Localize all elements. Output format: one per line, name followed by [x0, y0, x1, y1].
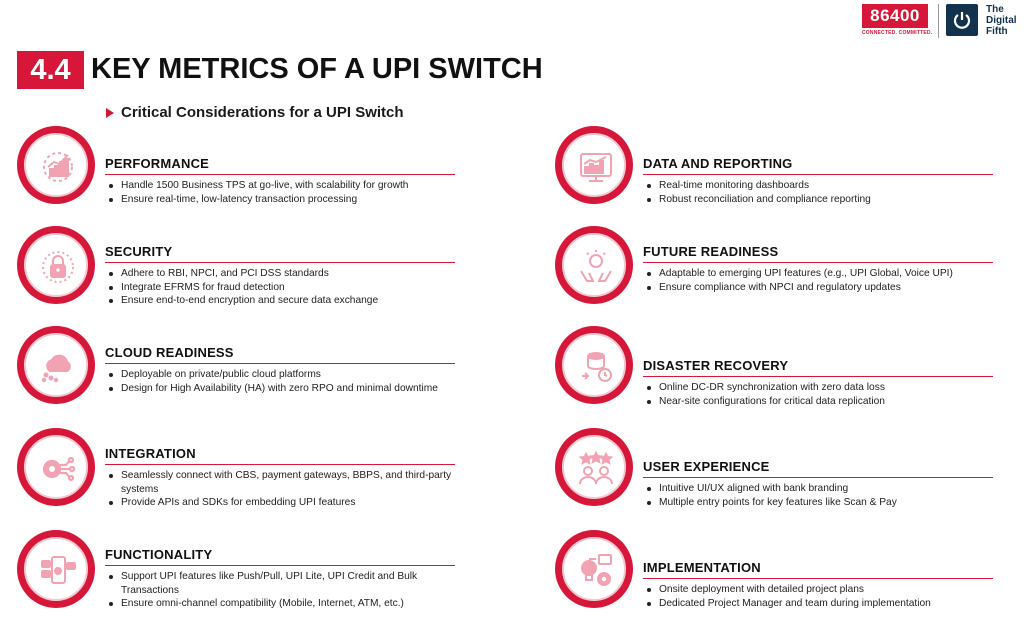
- metric-bullet: Support UPI features like Push/Pull, UPI Lite, UPI Credit and Bulk Transactions: [105, 570, 455, 597]
- gear-network-icon: [24, 435, 88, 499]
- metric-body: [643, 459, 993, 509]
- metric-title: SECURITY: [105, 244, 455, 263]
- metric-body: [105, 156, 455, 206]
- metric-bullet: Dedicated Project Manager and team during implementation: [643, 597, 993, 611]
- database-recovery-icon: [562, 333, 626, 397]
- metric-bullet: Deployable on private/public cloud platforms: [105, 368, 455, 382]
- metric-bullet: Design for High Availability (HA) with zero RPO and minimal downtime: [105, 382, 455, 396]
- hands-bulb-icon: [562, 233, 626, 297]
- metric-bullet: Robust reconciliation and compliance reporting: [643, 193, 993, 207]
- subheading-text: Critical Considerations for a UPI Switch: [121, 104, 404, 121]
- metric-icon-ring: [17, 226, 95, 304]
- metric-icon-ring: [555, 428, 633, 506]
- metric-bullet-list: [643, 267, 993, 294]
- metric-bullet: Ensure omni-channel compatibility (Mobile, Internet, ATM, etc.): [105, 597, 455, 611]
- metric-bullet: Ensure compliance with NPCI and regulatory updates: [643, 281, 993, 295]
- metric-icon-ring: [17, 530, 95, 608]
- metric-body: [105, 446, 455, 510]
- metric-bullet-list: [643, 381, 993, 408]
- brand-logo-digital-fifth: [946, 4, 1020, 36]
- dashboard-monitor-icon: [562, 133, 626, 197]
- metric-bullet: Real-time monitoring dashboards: [643, 179, 993, 193]
- metric-title: USER EXPERIENCE: [643, 459, 993, 478]
- metric-body: [105, 244, 455, 308]
- metric-bullet-list: [643, 482, 993, 509]
- metric-body: [643, 560, 993, 610]
- logo-86400-tagline: CONNECTED. COMMITTED.: [862, 30, 933, 36]
- triangle-bullet-icon: [106, 108, 114, 118]
- metric-icon-ring: [555, 530, 633, 608]
- power-icon: [946, 4, 978, 36]
- metric-title: IMPLEMENTATION: [643, 560, 993, 579]
- metric-bullet: Handle 1500 Business TPS at go-live, with scalability for growth: [105, 179, 455, 193]
- section-number-badge: 4.4: [17, 51, 84, 89]
- subheading: [106, 104, 404, 121]
- metric-bullet-list: [643, 583, 993, 610]
- metric-body: [105, 547, 455, 611]
- metric-body: [643, 244, 993, 294]
- metric-body: [105, 345, 455, 395]
- lock-icon: [24, 233, 88, 297]
- metric-bullet: Ensure real-time, low-latency transaction processing: [105, 193, 455, 207]
- logo-fifth-line1: The: [986, 4, 1004, 15]
- metric-bullet-list: [105, 570, 455, 611]
- metric-title: PERFORMANCE: [105, 156, 455, 175]
- metric-bullet-list: [105, 267, 455, 308]
- brand-logo-86400: [862, 4, 933, 36]
- metric-bullet: Adhere to RBI, NPCI, and PCI DSS standards: [105, 267, 455, 281]
- metric-icon-ring: [17, 428, 95, 506]
- metric-title: CLOUD READINESS: [105, 345, 455, 364]
- metric-bullet: Integrate EFRMS for fraud detection: [105, 281, 455, 295]
- metric-title: DATA AND REPORTING: [643, 156, 993, 175]
- logo-divider: [938, 4, 939, 38]
- growth-chart-icon: [24, 133, 88, 197]
- metric-bullet: Adaptable to emerging UPI features (e.g., UPI Global, Voice UPI): [643, 267, 993, 281]
- logo-86400-wordmark: 86400: [862, 4, 928, 28]
- metric-body: [643, 156, 993, 206]
- metric-bullet: Onsite deployment with detailed project plans: [643, 583, 993, 597]
- metric-body: [643, 358, 993, 408]
- metric-bullet-list: [105, 368, 455, 395]
- page-title: KEY METRICS OF A UPI SWITCH: [91, 53, 543, 85]
- metric-bullet-list: [643, 179, 993, 206]
- metric-bullet: Online DC-DR synchronization with zero data loss: [643, 381, 993, 395]
- cloud-icon: [24, 333, 88, 397]
- metric-title: INTEGRATION: [105, 446, 455, 465]
- metric-icon-ring: [555, 326, 633, 404]
- metric-bullet: Near-site configurations for critical data replication: [643, 395, 993, 409]
- bulb-gears-icon: [562, 537, 626, 601]
- metric-icon-ring: [555, 226, 633, 304]
- metric-bullet: Ensure end-to-end encryption and secure data exchange: [105, 294, 455, 308]
- metric-icon-ring: [555, 126, 633, 204]
- metric-bullet: Seamlessly connect with CBS, payment gateways, BBPS, and third-party systems: [105, 469, 455, 496]
- mobile-app-icon: [24, 537, 88, 601]
- metric-bullet-list: [105, 179, 455, 206]
- metric-icon-ring: [17, 326, 95, 404]
- logo-fifth-line3: Fifth: [986, 26, 1008, 37]
- logo-fifth-line2: Digital: [986, 15, 1017, 26]
- metric-bullet: Multiple entry points for key features like Scan & Pay: [643, 496, 993, 510]
- metric-bullet: Intuitive UI/UX aligned with bank branding: [643, 482, 993, 496]
- metric-icon-ring: [17, 126, 95, 204]
- users-rating-icon: [562, 435, 626, 499]
- metric-title: FUTURE READINESS: [643, 244, 993, 263]
- metric-title: FUNCTIONALITY: [105, 547, 455, 566]
- metric-bullet: Provide APIs and SDKs for embedding UPI features: [105, 496, 455, 510]
- metric-title: DISASTER RECOVERY: [643, 358, 993, 377]
- metric-bullet-list: [105, 469, 455, 510]
